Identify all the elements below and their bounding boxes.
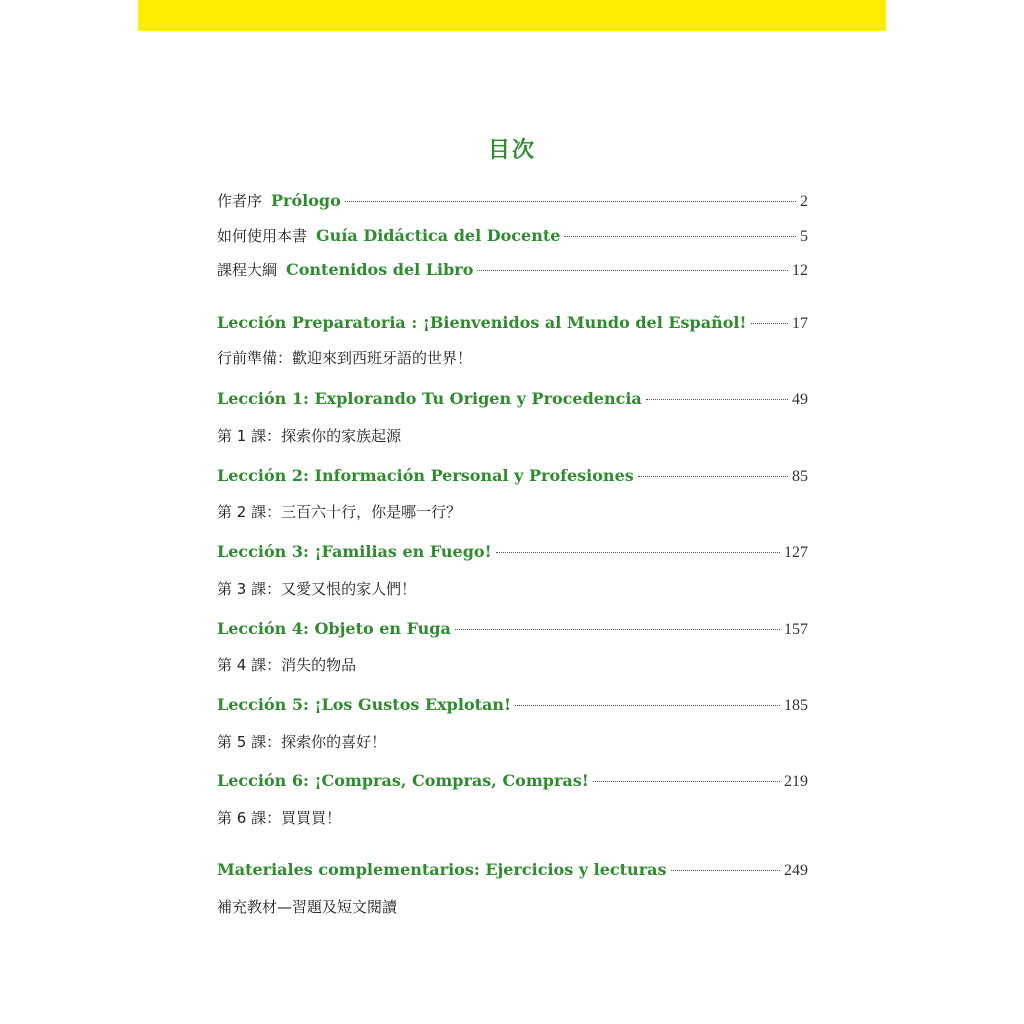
entry-es-title: Lección 4: Objeto en Fuga (217, 619, 451, 638)
entry-page-number: 157 (784, 621, 808, 638)
entry-zh-subtitle: 第 1 課：探索你的家族起源 (217, 427, 402, 445)
entry-zh-label: 課程大綱 (217, 261, 278, 279)
entry-zh-subtitle: 第 5 課：探索你的喜好！ (217, 733, 387, 751)
entry-zh-subtitle: 第 3 課：又愛又恨的家人們！ (217, 580, 417, 598)
entry-zh-label: 作者序 (217, 192, 263, 210)
entry-page-number: 85 (792, 468, 808, 485)
dot-leader (593, 781, 780, 782)
entry-page-number: 185 (784, 697, 808, 714)
entry-zh-subtitle: 第 6 課：買買買！ (217, 809, 342, 827)
dot-leader (477, 270, 788, 271)
entry-zh-subtitle: 補充教材—習題及短文閱讀 (217, 898, 398, 916)
entry-es-title: Lección Preparatoria : ¡Bienvenidos al Mundo del Español! (217, 313, 747, 332)
entry-es-title: Lección 1: Explorando Tu Origen y Procedencia (217, 389, 642, 408)
dot-leader (646, 399, 788, 400)
entry-zh-subtitle: 第 2 課：三百六十行，你是哪一行？ (217, 503, 462, 521)
entry-es-title: Materiales complementarios: Ejercicios y lecturas (217, 860, 667, 879)
entry-zh-subtitle: 第 4 課：消失的物品 (217, 656, 357, 674)
entry-es-title: Lección 5: ¡Los Gustos Explotan! (217, 695, 512, 714)
entry-page-number: 5 (800, 228, 808, 245)
entry-page-number: 49 (792, 391, 808, 408)
dot-leader (345, 201, 796, 202)
dot-leader (671, 870, 781, 871)
entry-page-number: 219 (784, 773, 808, 790)
toc-entry-leccion-preparatoria[interactable] (217, 313, 808, 333)
toc-entry-materiales-complementarios[interactable] (217, 860, 808, 880)
entry-es-title: Lección 2: Información Personal y Profesiones (217, 466, 634, 485)
toc-entry-leccion-3[interactable] (217, 542, 808, 562)
entry-page-number: 12 (792, 262, 808, 279)
toc-entry-guia-didactica[interactable] (217, 225, 808, 246)
top-yellow-band (138, 0, 886, 31)
toc-entry-leccion-1[interactable] (217, 389, 808, 409)
toc-entry-leccion-5[interactable] (217, 695, 808, 715)
entry-es-title: Lección 6: ¡Compras, Compras, Compras! (217, 771, 589, 790)
entry-es-title: Guía Didáctica del Docente (316, 226, 561, 245)
toc-entry-prologo[interactable] (217, 190, 808, 211)
dot-leader (455, 629, 780, 630)
dot-leader (496, 552, 780, 553)
entry-page-number: 127 (784, 544, 808, 561)
toc-entry-leccion-6[interactable] (217, 771, 808, 791)
entry-page-number: 2 (800, 193, 808, 210)
entry-es-title: Contenidos del Libro (286, 260, 474, 279)
entry-page-number: 17 (792, 315, 808, 332)
dot-leader (515, 705, 780, 706)
entry-zh-label: 如何使用本書 (217, 227, 308, 245)
toc-entry-leccion-2[interactable] (217, 466, 808, 486)
dot-leader (638, 476, 788, 477)
entry-page-number: 249 (784, 862, 808, 879)
entry-zh-subtitle: 行前準備：歡迎來到西班牙語的世界！ (217, 349, 473, 367)
dot-leader (564, 236, 796, 237)
entry-es-title: Prólogo (271, 191, 341, 210)
toc-entry-contenidos[interactable] (217, 259, 808, 280)
dot-leader (751, 323, 788, 324)
toc-entry-leccion-4[interactable] (217, 619, 808, 639)
toc-title: 目次 (487, 138, 536, 163)
entry-es-title: Lección 3: ¡Familias en Fuego! (217, 542, 492, 561)
